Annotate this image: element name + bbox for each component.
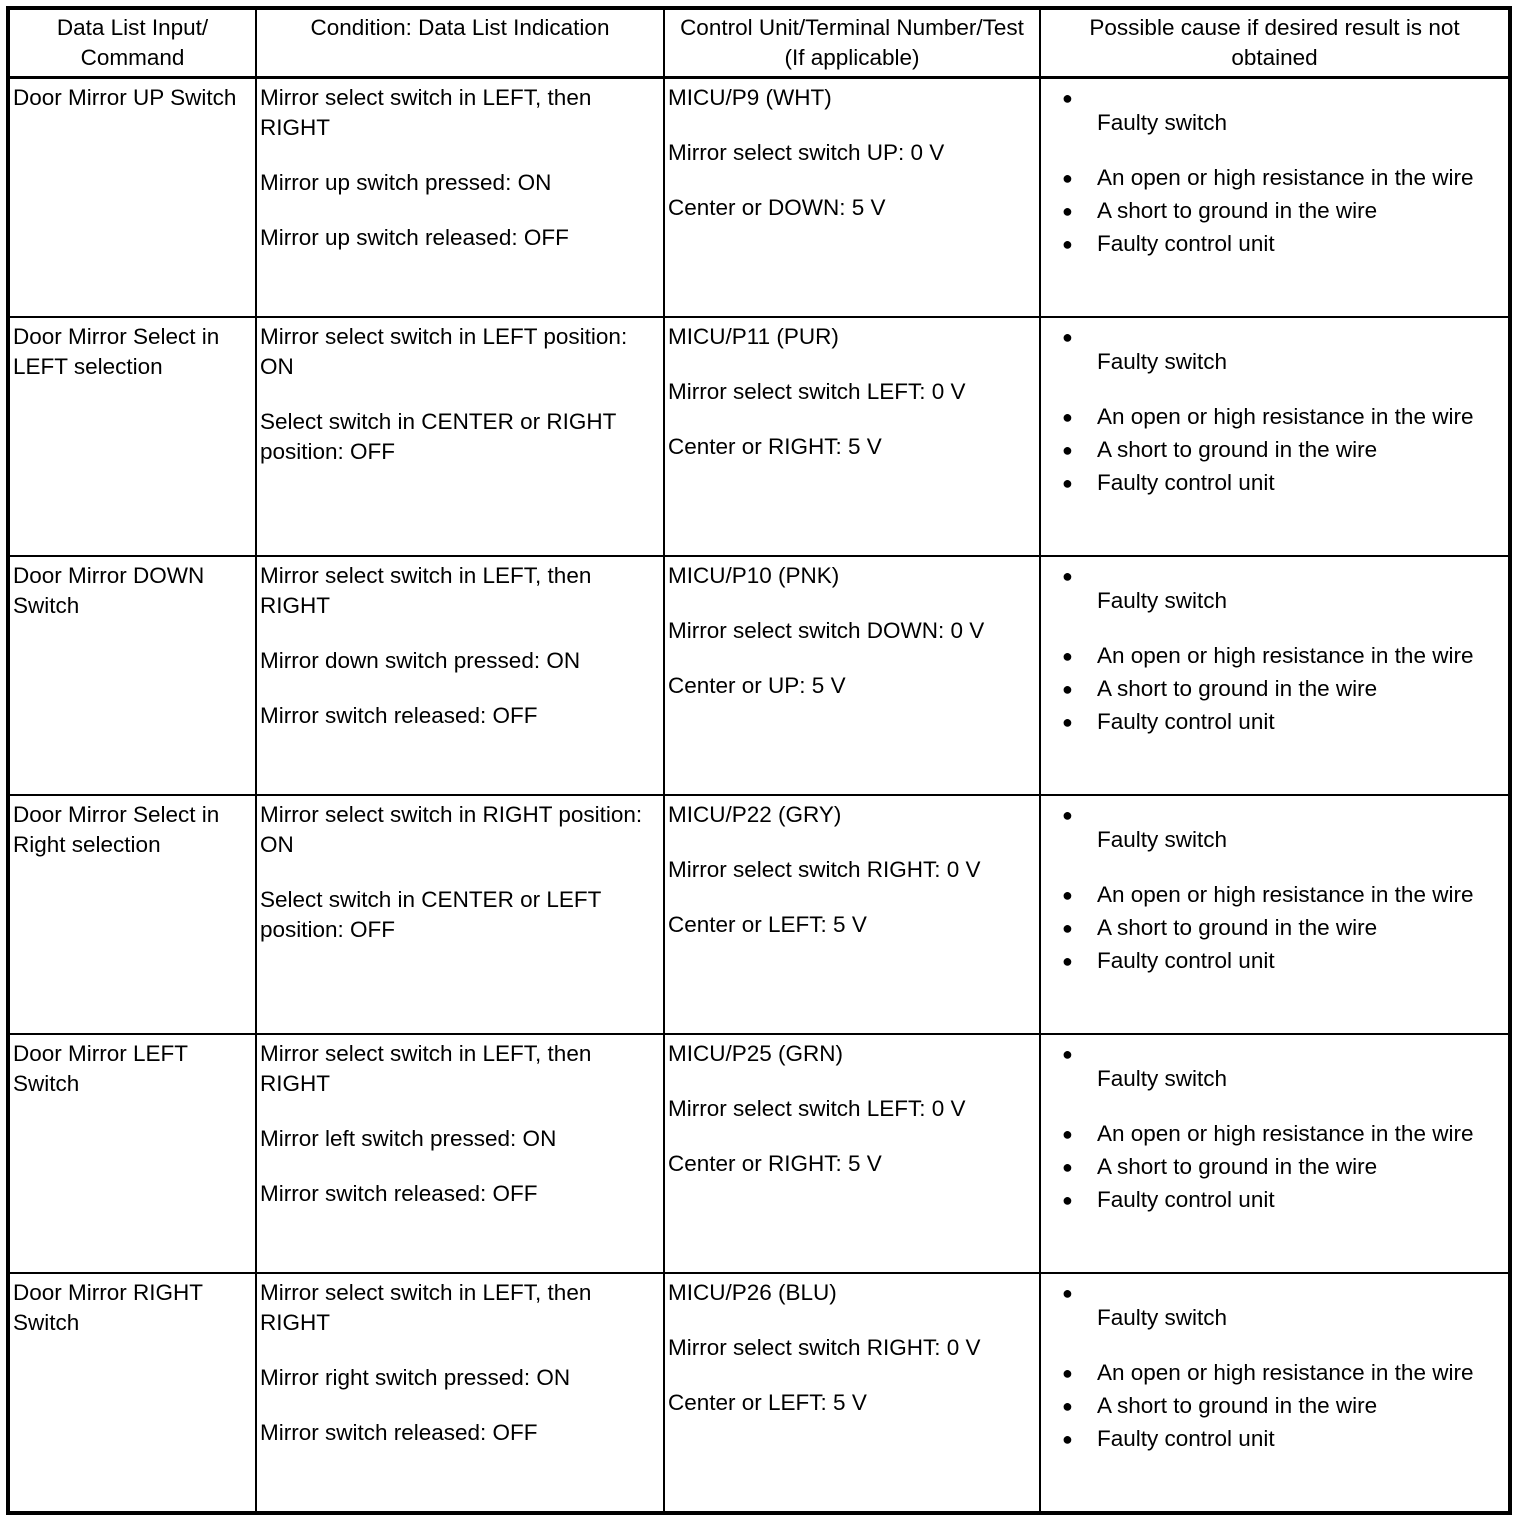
bullet-icon: ● [1062,1124,1073,1144]
cause-cell [1040,795,1510,1034]
cause-item [1062,946,1504,976]
bullet-icon: ● [1062,885,1073,905]
condition-cell [256,1273,664,1513]
condition-cell [256,78,664,318]
header-data-list-input: Data List Input/ Command [8,8,256,78]
bullet-icon: ● [1062,88,1073,108]
cause-item [1062,468,1504,498]
cause-item [1062,402,1504,432]
cause-list [1044,1039,1504,1215]
condition-line: Mirror select switch in LEFT position: ON [260,324,628,379]
cause-item [1062,674,1504,704]
bullet-icon: ● [1062,566,1073,586]
terminal-id: MICU/P11 (PUR) [668,324,839,349]
condition-line: Mirror select switch in LEFT, then RIGHT [260,563,592,618]
condition-line: Mirror up switch pressed: ON [260,170,552,195]
header-condition: Condition: Data List Indication [256,8,664,78]
terminal-voltage: Mirror select switch LEFT: 0 V [668,379,966,404]
cause-text: An open or high resistance in the wire [1097,165,1474,190]
bullet-icon: ● [1062,1283,1073,1303]
input-cell [8,556,256,795]
cause-list [1044,561,1504,737]
terminal-cell [664,78,1040,318]
cause-text: Faulty switch [1097,349,1228,374]
cause-item [1062,1358,1504,1388]
cause-item [1062,1039,1504,1094]
bullet-icon: ● [1062,1396,1073,1416]
condition-line: Select switch in CENTER or RIGHT position: OFF [260,409,616,464]
cause-text: A short to ground in the wire [1097,915,1378,940]
condition-line: Mirror switch released: OFF [260,1181,538,1206]
bullet-icon: ● [1062,805,1073,825]
cause-text: An open or high resistance in the wire [1097,404,1474,429]
cause-item [1062,1424,1504,1454]
cause-text: Faulty control unit [1097,1426,1275,1451]
cause-text: Faulty control unit [1097,709,1275,734]
cause-text: A short to ground in the wire [1097,676,1378,701]
terminal-cell [664,795,1040,1034]
input-label: Door Mirror LEFT Switch [13,1041,188,1096]
cause-item [1062,913,1504,943]
bullet-icon: ● [1062,679,1073,699]
condition-cell [256,795,664,1034]
header-possible-cause: Possible cause if desired result is not obtained [1040,8,1510,78]
condition-cell [256,556,664,795]
cause-text: An open or high resistance in the wire [1097,1121,1474,1146]
terminal-id: MICU/P9 (WHT) [668,85,832,110]
cause-text: Faulty switch [1097,1066,1228,1091]
table-row [8,78,1510,318]
terminal-voltage: Center or RIGHT: 5 V [668,1151,882,1176]
cause-list [1044,800,1504,976]
bullet-icon: ● [1062,201,1073,221]
cause-item [1062,1278,1504,1333]
cause-list [1044,83,1504,259]
cause-item [1062,229,1504,259]
condition-line: Mirror select switch in LEFT, then RIGHT [260,1041,592,1096]
cause-item [1062,1152,1504,1182]
data-list-table [6,6,1512,1515]
cause-item [1062,196,1504,226]
input-cell [8,78,256,318]
cause-text: Faulty switch [1097,1305,1228,1330]
bullet-icon: ● [1062,440,1073,460]
cause-cell [1040,1273,1510,1513]
bullet-icon: ● [1062,646,1073,666]
cause-text: An open or high resistance in the wire [1097,1360,1474,1385]
terminal-id: MICU/P22 (GRY) [668,802,842,827]
cause-cell [1040,556,1510,795]
cause-item [1062,83,1504,138]
cause-item [1062,880,1504,910]
cause-text: A short to ground in the wire [1097,1393,1378,1418]
cause-cell [1040,317,1510,556]
cause-item [1062,1185,1504,1215]
cause-list [1044,1278,1504,1454]
bullet-icon: ● [1062,168,1073,188]
header-control-unit-terminal: Control Unit/Terminal Number/Test (If applicable) [664,8,1040,78]
table-row [8,1273,1510,1513]
cause-text: Faulty control unit [1097,948,1275,973]
terminal-voltage: Center or LEFT: 5 V [668,1390,867,1415]
cause-text: Faulty switch [1097,588,1228,613]
cause-text: An open or high resistance in the wire [1097,643,1474,668]
bullet-icon: ● [1062,1157,1073,1177]
terminal-voltage: Center or DOWN: 5 V [668,195,886,220]
input-cell [8,317,256,556]
terminal-voltage: Mirror select switch UP: 0 V [668,140,945,165]
table-body [8,78,1510,1514]
condition-line: Mirror switch released: OFF [260,703,538,728]
cause-cell [1040,1034,1510,1273]
input-cell [8,1034,256,1273]
table-row [8,795,1510,1034]
condition-line: Mirror select switch in RIGHT position: ON [260,802,643,857]
cause-text: Faulty control unit [1097,1187,1275,1212]
terminal-voltage: Center or UP: 5 V [668,673,846,698]
cause-item [1062,707,1504,737]
input-cell [8,1273,256,1513]
bullet-icon: ● [1062,918,1073,938]
cause-text: Faulty control unit [1097,470,1275,495]
cause-text: Faulty switch [1097,110,1228,135]
terminal-cell [664,1034,1040,1273]
condition-line: Mirror down switch pressed: ON [260,648,581,673]
bullet-icon: ● [1062,1190,1073,1210]
table-row [8,317,1510,556]
input-label: Door Mirror RIGHT Switch [13,1280,203,1335]
input-label: Door Mirror Select in Right selection [13,802,220,857]
terminal-voltage: Center or RIGHT: 5 V [668,434,882,459]
cause-item [1062,1119,1504,1149]
terminal-voltage: Center or LEFT: 5 V [668,912,867,937]
bullet-icon: ● [1062,473,1073,493]
cause-item [1062,163,1504,193]
table-header-row [8,8,1510,78]
bullet-icon: ● [1062,1044,1073,1064]
condition-line: Mirror up switch released: OFF [260,225,569,250]
cause-item [1062,322,1504,377]
cause-list [1044,322,1504,498]
terminal-cell [664,317,1040,556]
terminal-id: MICU/P10 (PNK) [668,563,840,588]
bullet-icon: ● [1062,951,1073,971]
cause-item [1062,800,1504,855]
condition-line: Mirror switch released: OFF [260,1420,538,1445]
bullet-icon: ● [1062,712,1073,732]
cause-text: An open or high resistance in the wire [1097,882,1474,907]
cause-text: Faulty switch [1097,827,1228,852]
input-label: Door Mirror DOWN Switch [13,563,205,618]
terminal-id: MICU/P25 (GRN) [668,1041,844,1066]
condition-line: Select switch in CENTER or LEFT position: OFF [260,887,601,942]
terminal-voltage: Mirror select switch LEFT: 0 V [668,1096,966,1121]
condition-line: Mirror right switch pressed: ON [260,1365,571,1390]
cause-text: A short to ground in the wire [1097,437,1378,462]
input-cell [8,795,256,1034]
input-label: Door Mirror UP Switch [13,85,237,110]
condition-cell [256,317,664,556]
bullet-icon: ● [1062,327,1073,347]
condition-line: Mirror select switch in LEFT, then RIGHT [260,1280,592,1335]
bullet-icon: ● [1062,234,1073,254]
cause-text: A short to ground in the wire [1097,1154,1378,1179]
cause-cell [1040,78,1510,318]
condition-cell [256,1034,664,1273]
bullet-icon: ● [1062,407,1073,427]
cause-text: A short to ground in the wire [1097,198,1378,223]
terminal-voltage: Mirror select switch DOWN: 0 V [668,618,985,643]
table-row [8,556,1510,795]
input-label: Door Mirror Select in LEFT selection [13,324,220,379]
cause-item [1062,561,1504,616]
terminal-id: MICU/P26 (BLU) [668,1280,837,1305]
terminal-voltage: Mirror select switch RIGHT: 0 V [668,857,981,882]
bullet-icon: ● [1062,1429,1073,1449]
cause-item [1062,1391,1504,1421]
table-row [8,1034,1510,1273]
bullet-icon: ● [1062,1363,1073,1383]
cause-item [1062,435,1504,465]
cause-text: Faulty control unit [1097,231,1275,256]
cause-item [1062,641,1504,671]
terminal-cell [664,556,1040,795]
terminal-voltage: Mirror select switch RIGHT: 0 V [668,1335,981,1360]
condition-line: Mirror left switch pressed: ON [260,1126,557,1151]
condition-line: Mirror select switch in LEFT, then RIGHT [260,85,592,140]
terminal-cell [664,1273,1040,1513]
